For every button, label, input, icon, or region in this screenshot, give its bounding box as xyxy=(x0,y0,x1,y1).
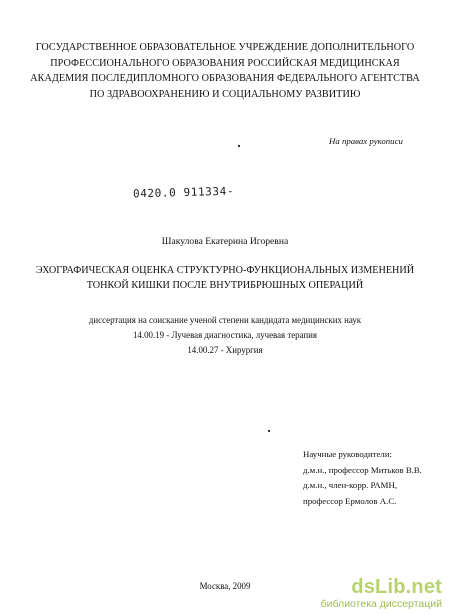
institution-line: ПО ЗДРАВООХРАНЕНИЮ И СОЦИАЛЬНОМУ РАЗВИТИЮ xyxy=(89,88,361,100)
thesis-title-line: ТОНКОЙ КИШКИ ПОСЛЕ ВНУТРИБРЮШНЫХ ОПЕРАЦИЙ xyxy=(86,280,364,291)
watermark-logo-text: dsLib.net xyxy=(351,575,442,598)
thesis-title-line: ЭХОГРАФИЧЕСКАЯ ОЦЕНКА СТРУКТУРНО-ФУНКЦИОНАЛЬНЫХ ИЗМЕНЕНИЙ xyxy=(35,265,415,276)
institution-line: ПРОФЕССИОНАЛЬНОГО ОБРАЗОВАНИЯ РОССИЙСКАЯ МЕДИЦИНСКАЯ xyxy=(50,57,400,69)
watermark-subtitle: библиотека диссертаций xyxy=(320,597,442,610)
thesis-title xyxy=(0,263,450,293)
library-stamp-number: 0420.0 911334- xyxy=(132,184,235,201)
manuscript-rights-note: На правах рукописи xyxy=(329,136,403,146)
degree-line: диссертация на соискание ученой степени кандидата медицинских наук xyxy=(88,315,362,325)
institution-heading xyxy=(0,40,450,102)
institution-line: ГОСУДАРСТВЕННОЕ ОБРАЗОВАТЕЛЬНОЕ УЧРЕЖДЕНИЕ ДОПОЛНИТЕЛЬНОГО xyxy=(35,42,415,53)
specialty-line: 14.00.19 - Лучевая диагностика, лучевая терапия xyxy=(132,330,318,340)
degree-info xyxy=(0,313,450,358)
institution-line: АКАДЕМИЯ ПОСЛЕДИПЛОМНОГО ОБРАЗОВАНИЯ ФЕДЕРАЛЬНОГО АГЕНТСТВА xyxy=(30,73,420,84)
supervisor-line: д.м.н., член-корр. РАМН, xyxy=(303,480,398,490)
supervisor-line: профессор Ермолов А.С. xyxy=(303,495,397,506)
scan-speck xyxy=(238,145,240,147)
scan-speck xyxy=(268,430,270,432)
supervisors-heading: Научные руководители: xyxy=(303,449,392,459)
specialty-line: 14.00.27 - Хирургия xyxy=(187,345,263,355)
author-name: Шакулова Екатерина Игоревна xyxy=(161,236,289,247)
supervisors-block xyxy=(303,447,422,509)
supervisor-line: д.м.н., профессор Митьков В.В. xyxy=(303,464,422,475)
site-watermark xyxy=(321,577,442,610)
place-and-year: Москва, 2009 xyxy=(199,581,251,591)
